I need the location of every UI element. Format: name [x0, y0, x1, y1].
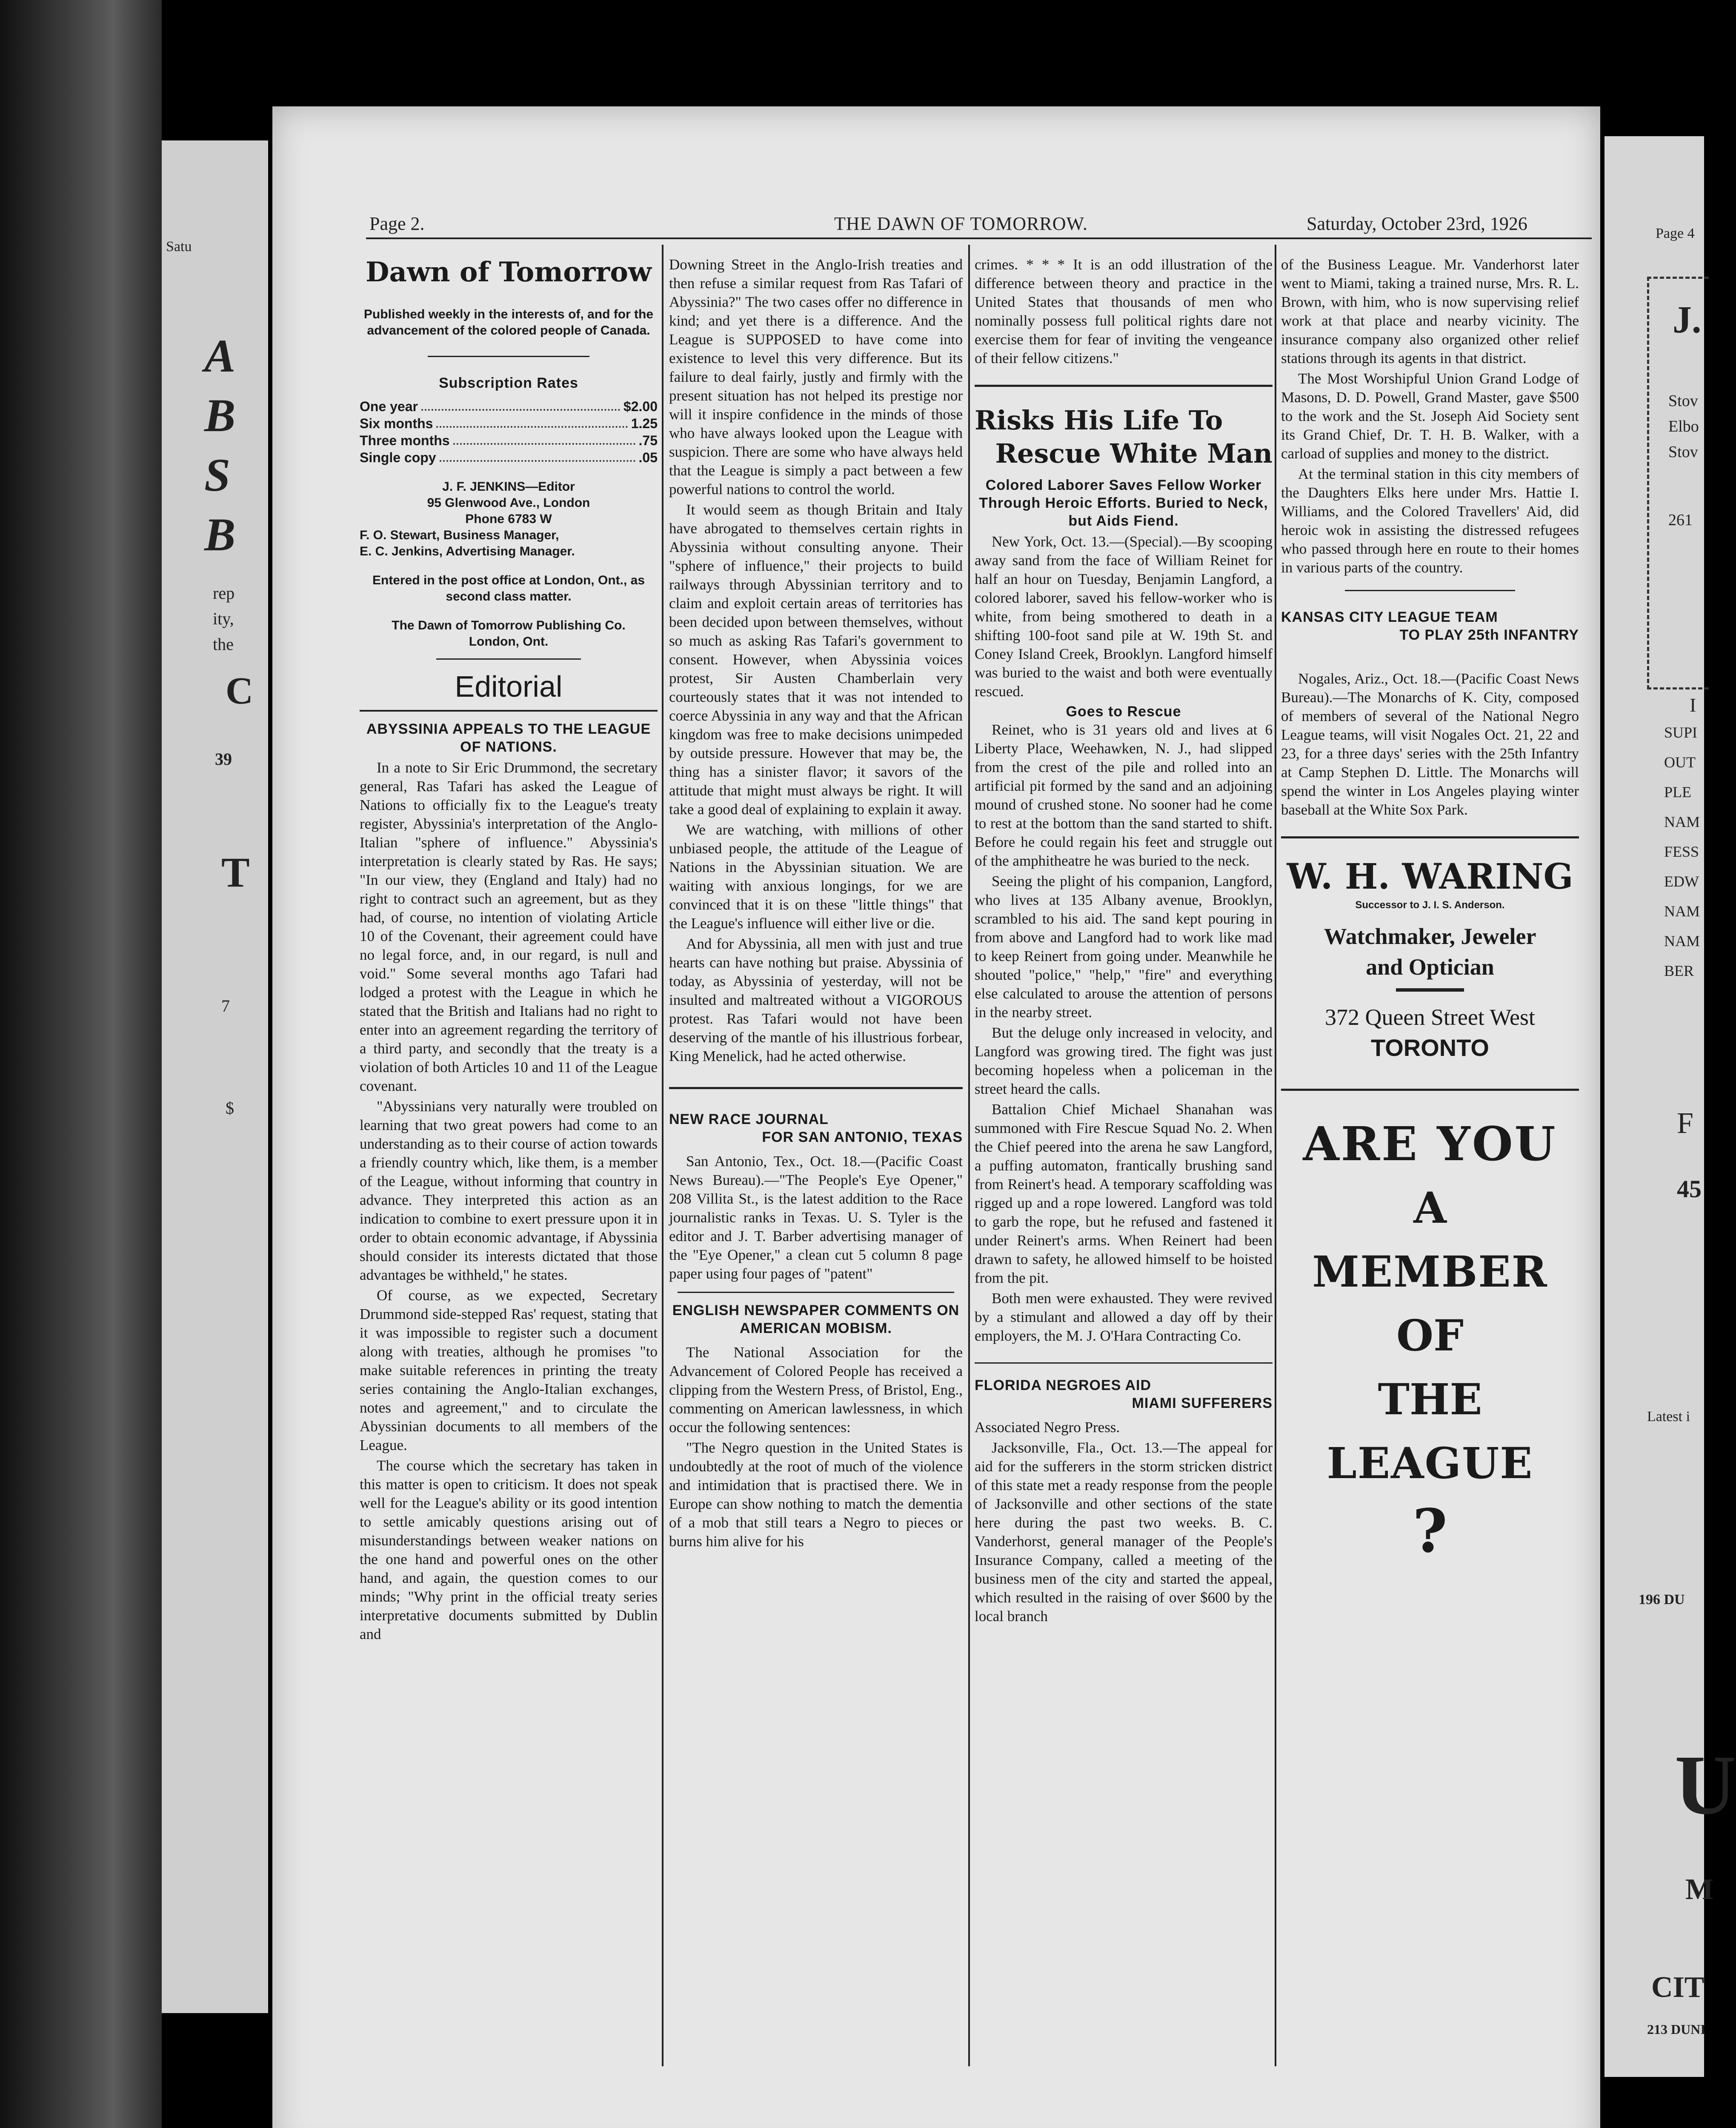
fragment: B	[204, 389, 236, 441]
rate-price: $2.00	[623, 399, 658, 414]
article-title: TO PLAY 25th INFANTRY	[1399, 627, 1579, 643]
rate-price: .75	[638, 433, 658, 448]
divider	[975, 1362, 1273, 1364]
phone: Phone 6783 W	[465, 512, 552, 526]
book-binding	[0, 0, 162, 2128]
fragment: J.	[1673, 299, 1702, 341]
address: 95 Glenwood Ave., London	[427, 496, 590, 510]
page-number: Page 2.	[369, 213, 425, 234]
postal-note: Entered in the post office at London, Ont., as second class matter.	[372, 573, 645, 604]
fragment: Satu	[166, 239, 192, 255]
article-title: ENGLISH NEWSPAPER COMMENTS ON AMERICAN MOBISM.	[672, 1302, 960, 1336]
article-paragraph: Seeing the plight of his companion, Langford, who lives at 135 Albany avenue, Brooklyn, scrambled to his aid. The sand kept pouring in from above and Langford had to work like mad to keep Reinert from going under. Meanwhile he shouted "police," "help," "fire" and everything else calculated to arouse the attention of persons in the nearby street.	[975, 873, 1273, 1021]
publisher: The Dawn of Tomorrow Publishing Co.	[392, 618, 626, 632]
rate-row	[360, 398, 658, 415]
editorial-paragraph: In a note to Sir Eric Drummond, the secretary general, Ras Tafari has asked the League of Nations to officially fix to the League's treaty register, Abyssinia's interpretation of the Anglo-Italian "sphere of influence." Abyssinia's interpretation is clearly stated by Ras. He says; "In our view, they (England and Italy) had no right to contract such an agreement, but as they had, of course, no intention of violating Article 10 of the Covenant, their agreement could have no legal force, and, in our regard, is null and void." Some several months ago Tafari had lodged a protest with the League in which he stated that the British and Italians had no right to enter into an agreement regarding the territory of a third party, and secondly that the treaty is a violation of both Articles 10 and 11 of the League covenant.	[360, 759, 658, 1094]
article-subhead: Colored Laborer Saves Fellow Worker Through Heroic Efforts. Buried to Neck, but Aids Fiend.	[979, 477, 1268, 529]
editorial-paragraph: Downing Street in the Anglo-Irish treaties and then refuse a similar request from Ras Tafari of Abyssinia?" The two cases offer no difference in kind; and yet there is a difference. And the League is SUPPOSED to have come into existence to level this very difference. But its failure to deal fairly, justly and firmly with the present situation has not helped its prestige nor will it inspire confidence in the minds of those who have always looked upon the League with suspicion. There are some who have always held that the League is simply a pact between a few powerful nations to control the world.	[669, 256, 963, 498]
article-paragraph: of the Business League. Mr. Vanderhorst later went to Miami, taking a trained nurse, Mrs. R. L. Brown, with him, who is now supervising relief work at that place and nearby vicinity. The insurance company also organized other relief stations through its agents in that district.	[1281, 256, 1579, 366]
rate-label: Six months	[360, 416, 433, 431]
ornament	[1396, 988, 1464, 992]
fragment: CIT	[1651, 1971, 1705, 2004]
fragment: $	[226, 1098, 234, 1118]
rate-label: Single copy	[360, 450, 436, 465]
article-title: KANSAS CITY LEAGUE TEAM	[1281, 609, 1498, 625]
editorial-paragraph: "Abyssinians very naturally were troubled on learning that two great powers had come to an understanding as to their course of action towards a friendly country which, like them, is a member of the League, without informing that country in advance. They interpreted this action as an indication to combine to exert pressure upon it in order to obtain economic advantage, if Abyssinia should consider its interests dictated that those advantages be withheld," he states.	[360, 1098, 658, 1283]
divider	[1345, 590, 1515, 591]
column-3	[975, 255, 1273, 1627]
rate-row	[360, 415, 658, 432]
article-title: NEW RACE JOURNAL	[669, 1111, 829, 1127]
fragment: 196 DU	[1639, 1592, 1685, 1607]
divider	[669, 1087, 963, 1089]
previous-page-fragment	[162, 140, 268, 2013]
next-page-fragment	[1604, 136, 1736, 2077]
fragment: Elbo	[1668, 418, 1699, 435]
editorial-paragraph: And for Abyssinia, all men with just and true hearts can have nothing but praise. Abyssinia of today, as Abyssinia of yesterday, will not be insulted and maltreated without a VIGOROUS protest. Ras Tafari would not have been deserving of the mantle of his illustrious forbear, King Menelick, had he acted otherwise.	[669, 935, 963, 1064]
ad-name: W. H. WARING	[1287, 856, 1573, 897]
column-4	[1281, 255, 1579, 1567]
article-paragraph: But the deluge only increased in velocity, and Langford was growing tired. The fight was just becoming hopeless when a policeman in the street heard the calls.	[975, 1024, 1273, 1097]
article-paragraph: crimes. * * * It is an odd illustration of the difference between theory and practice in the United States that thousands of men who nominally possess full political rights dare not exercise them for fear of inviting the vengeance of their fellow citizens."	[975, 256, 1273, 366]
staff: E. C. Jenkins, Advertising Manager.	[360, 544, 575, 558]
article-paragraph: Both men were exhausted. They were revived by a stimulant and allowed a day off by their employers, the M. J. O'Hara Contracting Co.	[975, 1290, 1273, 1344]
rate-row	[360, 449, 658, 466]
fragment: NAM	[1664, 903, 1700, 920]
fragment: BER	[1664, 962, 1694, 979]
article-paragraph: New York, Oct. 13.—(Special).—By scooping away sand from the face of William Reinet for half an hour on Tuesday, Benjamin Langford, a colored laborer, saved his fellow-worker who is white, from being smothered to death in a shifting 100-foot sand pile at W. 19th St. and Coney Island Creek, Brooklyn. Langford himself was buried to the waist and both were eventually rescued.	[975, 533, 1273, 700]
column-rule	[662, 245, 664, 2066]
fragment: T	[221, 849, 250, 896]
ad-successor: Successor to J. I. S. Anderson.	[1355, 899, 1505, 911]
article-paragraph: "The Negro question in the United States is undoubtedly at the root of much of the violence and intimidation that is practised there. We in Europe can show nothing to match the dementia of a mob that still tears a Negro to pieces or burns him alive for his	[669, 1439, 963, 1550]
league-advertisement	[1281, 1112, 1579, 1567]
rate-label: Three months	[360, 433, 450, 448]
ad-trade: and Optician	[1366, 954, 1494, 980]
league-word: THE	[1378, 1374, 1482, 1424]
league-word: A	[1413, 1183, 1447, 1233]
fragment: S	[204, 449, 231, 501]
rate-price: .05	[638, 450, 658, 465]
fragment: Page 4	[1656, 226, 1695, 241]
waring-advertisement	[1281, 855, 1579, 1063]
league-word: MEMBER	[1312, 1247, 1548, 1297]
fragment: NAM	[1664, 932, 1700, 950]
fragment: Stov	[1668, 443, 1698, 461]
article-paragraph: Associated Negro Press.	[975, 1419, 1120, 1436]
article-title: FLORIDA NEGROES AID	[975, 1377, 1152, 1393]
fragment: NAM	[1664, 813, 1700, 830]
fragment: PLE	[1664, 784, 1692, 801]
rate-row	[360, 432, 658, 449]
divider	[678, 1292, 954, 1293]
fragment: the	[213, 635, 234, 654]
fragment: 7	[221, 996, 230, 1015]
league-word: OF	[1396, 1310, 1464, 1361]
rate-label: One year	[360, 399, 418, 414]
fragment: OUT	[1664, 754, 1696, 771]
publisher-city: London, Ont.	[469, 635, 549, 649]
article-paragraph: The Most Worshipful Union Grand Lodge of Masons, D. D. Powell, Grand Master, gave $500 to the work and the St. Joseph Aid Society sent its Grand Chief, Dr. T. H. B. Walker, with a carload of supplies and money to the district.	[1281, 370, 1579, 462]
fragment: I	[1690, 694, 1696, 716]
article-title: FOR SAN ANTONIO, TEXAS	[762, 1129, 963, 1145]
editorial-paragraph: We are watching, with millions of other unbiased people, the attitude of the League of Nations in the Abyssinian situation. We are waiting with anxious longings, for we are convinced that it is on these "little things" that the League's influence will either live or die.	[669, 821, 963, 932]
newspaper-title: THE DAWN OF TOMORROW.	[834, 213, 1088, 234]
fragment: M	[1685, 1873, 1714, 1906]
divider	[436, 658, 581, 660]
fragment: Latest i	[1647, 1409, 1690, 1424]
article-headline: Rescue White Man	[995, 438, 1273, 469]
article-paragraph: San Antonio, Tex., Oct. 18.—(Pacific Coast News Bureau).—"The People's Eye Opener," 208 Villita St., is the latest addition to the Race journalistic ranks in Texas. U. S. Tyler is the editor and J. T. Barber advertising manager of the "Eye Opener," a clean cut 5 column 8 page paper using four pages of "patent"	[669, 1153, 963, 1282]
article-paragraph: The National Association for the Advancement of Colored People has received a clipping from the Western Press, of Bristol, Eng., commenting on American lawlessness, in which occur the following sentences:	[669, 1344, 963, 1436]
fragment: SUPI	[1664, 724, 1698, 741]
fragment: A	[204, 330, 236, 382]
masthead-name: Dawn of Tomorrow	[366, 256, 652, 288]
divider	[1281, 1089, 1579, 1091]
rate-price: 1.25	[631, 416, 658, 431]
masthead-tagline: Published weekly in the interests of, and for the advancement of the colored people of Canada.	[363, 307, 654, 338]
column-rule	[968, 245, 970, 2066]
fragment: 39	[215, 749, 232, 769]
article-headline: Risks His Life To	[975, 405, 1223, 436]
article-paragraph: Nogales, Ariz., Oct. 18.—(Pacific Coast News Bureau).—The Monarchs of K. City, composed of members of several of the National Negro League teams, will visit Nogales Oct. 21, 22 and 23, for a three days' series with the 25th Infantry at Camp Stephen D. Little. The Monarchs will spend the winter in Los Angeles playing winter baseball at the White Sox Park.	[1281, 670, 1579, 818]
column-2	[669, 255, 963, 1553]
section-subhead: Goes to Rescue	[1066, 704, 1181, 720]
editorial-title: ABYSSINIA APPEALS TO THE LEAGUE OF NATIONS.	[366, 721, 651, 755]
divider	[975, 385, 1273, 387]
fragment: C	[226, 670, 253, 712]
column-rule	[1275, 245, 1276, 2066]
subscription-rates	[360, 398, 658, 466]
fragment: 45	[1677, 1175, 1702, 1203]
fragment: ity,	[213, 609, 234, 628]
editorial-paragraph: The course which the secretary has taken in this matter is open to criticism. It does not speak well for the League's ability or its good intention to settle amicably questions arising out of misunderstandings between weaker nations on the one hand and powerful ones on the other hand, and again, the question comes to our minds; "Why print in the official treaty series interpretative documents submitted by Dublin and	[360, 1457, 658, 1642]
editorial-heading: Editorial	[360, 668, 658, 712]
article-paragraph: Reinet, who is 31 years old and lives at 6 Liberty Place, Weehawken, N. J., had slipped from the crest of the pile and rolled into an artificial pit formed by the sand and an adjoining mound of crushed stone. No sooner had he come to rest at the bottom than the sand started to shift. Before he could regain his feet and struggle out of the amphitheatre he was buried to the neck.	[975, 721, 1273, 869]
issue-date: Saturday, October 23rd, 1926	[1307, 213, 1527, 234]
league-word: ARE YOU	[1303, 1116, 1557, 1171]
league-word: LEAGUE	[1327, 1438, 1533, 1488]
editorial-paragraph: Of course, as we expected, Secretary Drummond side-stepped Ras' request, stating that it was impossible to register such a document along with treaties, although he promises "to make suitable references in printing the treaty series containing the Anglo-Italian exchanges, notes and agreement," and to circulate the Abyssinian documents to all members of the League.	[360, 1287, 658, 1453]
fragment: rep	[213, 583, 235, 603]
ad-trade: Watchmaker, Jeweler	[1324, 924, 1536, 949]
staff: F. O. Stewart, Business Manager,	[360, 528, 559, 542]
editorial-paragraph: It would seem as though Britain and Italy have abrogated to themselves certain rights in Abyssinia without consulting anyone. Their "sphere of influence," their projects to build railways through Abyssinian territory and to claim and exploit certain areas of territories has been decided upon between themselves, without so much as asking Ras Tafari's government to consent. However, when Abyssinia voices protest, Sir Austen Chamberlain very courteously states that it was not intended to coerce Abyssinia in any way and that the African kingdom was free to make decisions unimpeded by outside pressure. However that may be, the thing has a sinister flavor; it savors of the attitude that might must always be right. It will take a good deal of explaining to explain it away.	[669, 501, 963, 818]
article-paragraph: At the terminal station in this city members of the Daughters Elks here under Mrs. Hattie I. Williams, and the Colored Travellers' Aid, did heroic wok in assisting the distressed refugees who passed through here en route to their homes in various parts of the country.	[1281, 466, 1579, 576]
article-paragraph: Battalion Chief Michael Shanahan was summoned with Fire Rescue Squad No. 2. When the Chief peered into the arena he saw Langford, a puffing automaton, frantically brushing sand from Reinert's head. A temporary scaffolding was rigged up and a rope lowered. Langford was told to garb the rope, but he refused and fastened it under Reinert's arms. When Reinert had been drawn to safety, he allowed himself to be hoisted from the pit.	[975, 1101, 1273, 1286]
fragment: F	[1677, 1107, 1693, 1140]
divider	[428, 356, 589, 357]
fragment: EDW	[1664, 873, 1699, 890]
fragment: FESS	[1664, 843, 1699, 860]
ad-address: 372 Queen Street West	[1324, 1004, 1536, 1030]
article-paragraph: Jacksonville, Fla., Oct. 13.—The appeal for aid for the sufferers in the storm stricken district of this state met a ready response from the people of Jacksonville and other sections of the state here during the past two weeks. B. C. Vanderhorst, general manager of the People's Insurance Company, called a meeting of the business men of the city and started the appeal, which resulted in the raising of over $600 by the local branch	[975, 1439, 1273, 1625]
column-1	[360, 255, 658, 1645]
fragment: B	[204, 509, 236, 561]
divider	[1281, 836, 1579, 838]
editor: J. F. JENKINS—Editor	[442, 480, 575, 494]
fragment: U	[1675, 1738, 1736, 1832]
rates-title: Subscription Rates	[439, 375, 578, 391]
fragment: 213 DUNI	[1647, 2022, 1706, 2037]
header-rule	[366, 237, 1592, 239]
fragment: 261	[1668, 511, 1693, 529]
ad-city: TORONTO	[1371, 1034, 1489, 1061]
league-question-mark: ?	[1412, 1496, 1448, 1566]
fragment: Stov	[1668, 392, 1698, 410]
article-title: MIAMI SUFFERERS	[1132, 1395, 1273, 1411]
